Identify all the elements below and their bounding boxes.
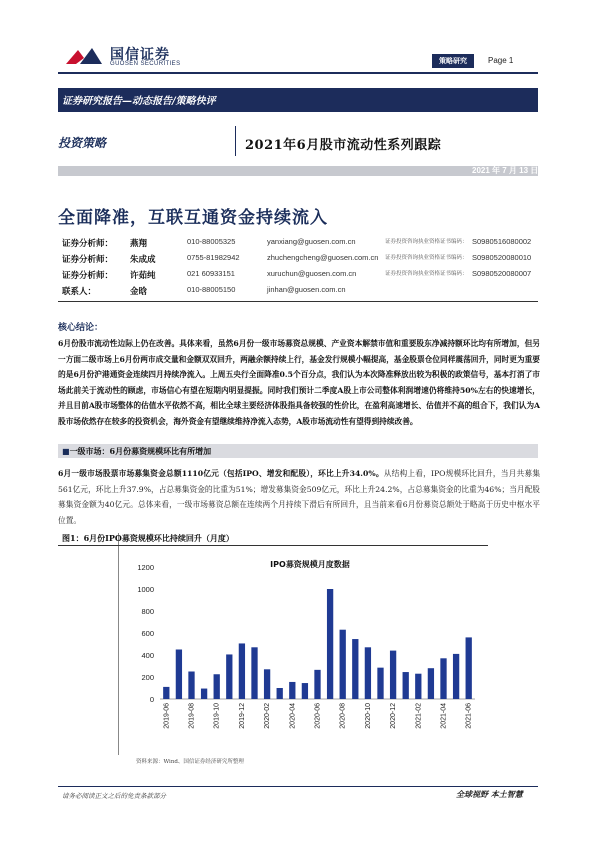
analyst-role: 证券分析师： [62, 255, 114, 265]
analyst-name: 金晗 [130, 287, 148, 297]
bar-2021-06 [466, 637, 472, 699]
date-bar [58, 166, 538, 176]
analyst-role: 联系人： [62, 287, 97, 297]
analyst-role: 证券分析师： [62, 239, 114, 249]
logo-name: 国信证券 [110, 47, 170, 63]
bar-2021-05 [453, 654, 459, 699]
y-tick-label: 600 [141, 629, 154, 638]
bar-2019-09 [201, 689, 207, 699]
bar-2019-10 [214, 674, 220, 699]
section-label: 投资策略 [58, 136, 107, 150]
y-tick-label: 400 [141, 651, 154, 660]
footer-disclaimer: 请务必阅读正文之后的免责条款部分 [62, 792, 166, 800]
x-tick-label: 2020-10 [364, 703, 372, 729]
analyst-cert-label: 证券投资咨询执业资格证书编码： [385, 271, 468, 277]
x-tick-label: 2021-02 [415, 703, 423, 729]
bar-2020-08 [340, 630, 346, 699]
analyst-phone: 010-88005325 [187, 237, 236, 246]
x-tick-label: 2021-06 [465, 703, 473, 729]
analyst-role: 证券分析师： [62, 271, 114, 281]
analyst-cert-number: S0980520080010 [472, 253, 532, 262]
analyst-phone: 021 60933151 [187, 269, 235, 278]
bar-2020-10 [365, 647, 371, 699]
bar-2020-04 [289, 682, 295, 699]
x-tick-label: 2019-06 [163, 703, 171, 729]
figure-rule [58, 545, 488, 546]
report-date: 2021 年 7 月 13 日 [472, 166, 539, 175]
bar-2019-12 [239, 643, 245, 699]
core-conclusion-label: 核心结论： [58, 323, 104, 333]
analyst-cert-label: 证券投资咨询执业资格证书编码： [385, 239, 468, 245]
bar-2019-07 [176, 650, 182, 700]
analyst-row [62, 269, 540, 285]
logo-mark [62, 44, 106, 68]
x-tick-label: 2019-10 [213, 703, 221, 729]
y-tick-label: 1200 [137, 563, 154, 572]
bar-2019-08 [188, 672, 194, 700]
analyst-cert-number: S0980516080002 [472, 237, 532, 246]
analyst-divider [58, 301, 538, 302]
y-tick-label: 800 [141, 607, 154, 616]
page-number: Page 1 [488, 56, 514, 65]
subheading: ■ 一级市场：6月份募资规模环比有所增加 [62, 446, 211, 457]
bar-2021-01 [403, 672, 409, 699]
core-conclusion-paragraph: 6月份股市流动性边际上仍在改善。具体来看，虽然6月份一级市场募资总规模、产业资本解禁市值和重要股东净减持额环比均有所增加，但另一方面二级市场上6月份两市成交量和金额双双回升，两融余额持续上行，基金发行规模小幅提高，基金股票仓位同样震荡回升，同时更为重要的是6月份沪港通资金连续四月持续净流入。上周五央行全面降准0.5个百分点，我们认为本次降准释放出较为积极的政策信号，基本打消了市场此前关于流动性的顾虑，市场信心有望在短期内明显提振。同时我们预计二季度A股上市公司整体利润增速仍将维持50%左右的快速增长，并且目前A股市场整体的估值水平依然不高，相比全球主要经济体股指具备较强的性价比，在盈利高速增长、估值并不高的组合下，我们认为A股市场依然存在较多的投资机会，海外资金有望继续维持净流入态势，A股市场流动性有望得到持续改善。 [58, 339, 540, 426]
bar-2021-04 [440, 658, 446, 699]
y-tick-label: 200 [141, 673, 154, 682]
x-tick-label: 2021-04 [440, 703, 448, 729]
chart-title: IPO募资规模月度数据 [270, 560, 350, 569]
page-title: 全面降准，互联互通资金持续流入 [58, 208, 328, 228]
y-tick-label: 0 [149, 695, 154, 704]
bar-2019-06 [163, 687, 169, 699]
analyst-email[interactable]: jinhan@guosen.com.cn [267, 285, 346, 294]
analyst-row [62, 285, 540, 301]
analyst-phone: 0755-81982942 [187, 253, 240, 262]
bar-2020-05 [302, 683, 308, 699]
analyst-email[interactable]: yanxiang@guosen.com.cn [267, 237, 356, 246]
analyst-cert-label: 证券投资咨询执业资格证书编码： [385, 255, 468, 261]
analyst-name: 朱成成 [130, 255, 156, 265]
header-rule [58, 72, 538, 74]
bar-2021-02 [415, 674, 421, 699]
footer-rule [58, 786, 538, 787]
y-tick-label: 1000 [137, 585, 154, 594]
analyst-list [62, 237, 540, 301]
bar-2020-12 [390, 651, 396, 699]
x-tick-label: 2020-02 [264, 703, 272, 729]
bar-2019-11 [226, 654, 232, 699]
section-divider [235, 126, 236, 156]
figure-source: 资料来源：Wind、国信证券经济研究所整理 [136, 759, 244, 765]
x-tick-label: 2020-08 [339, 703, 347, 729]
bar-2020-02 [264, 669, 270, 699]
bar-2020-01 [251, 647, 257, 699]
figure-title: 图1：6月份IPO募资规模环比持续回升（月度） [62, 533, 234, 543]
x-tick-label: 2020-06 [314, 703, 322, 729]
ipo-bar-chart [120, 553, 480, 753]
report-type-tag: 策略研究 [432, 54, 474, 68]
primary-market-lead: 6月一级市场股票市场募集资金总额1110亿元（包括IPO、增发和配股），环比上升34.0%。 [58, 469, 384, 478]
bar-2020-09 [352, 639, 358, 699]
bar-2021-03 [428, 668, 434, 699]
analyst-row [62, 253, 540, 269]
logo-english: GUOSEN SECURITIES [110, 61, 181, 67]
x-tick-label: 2020-04 [289, 703, 297, 729]
primary-market-paragraph [58, 466, 540, 528]
bar-2020-07 [327, 589, 333, 699]
x-tick-label: 2019-12 [238, 703, 246, 729]
analyst-cert-number: S0980520080007 [472, 269, 532, 278]
bar-2020-11 [377, 668, 383, 699]
analyst-row [62, 237, 540, 253]
analyst-email[interactable]: xuruchun@guosen.com.cn [267, 269, 357, 278]
bar-2020-03 [277, 688, 283, 699]
banner-text: 证券研究报告—动态报告/策略快评 [62, 96, 216, 107]
series-title: 2021年6月股市流动性系列跟踪 [245, 138, 442, 153]
x-tick-label: 2019-08 [188, 703, 196, 729]
analyst-phone: 010-88005150 [187, 285, 236, 294]
analyst-name: 许茹纯 [130, 271, 156, 281]
x-tick-label: 2020-12 [390, 703, 398, 729]
analyst-email[interactable]: zhuchengcheng@guosen.com.cn [267, 253, 379, 262]
footer-slogan: 全球视野 本土智慧 [456, 789, 523, 799]
primary-market-detail: 从结构上看，IPO规模环比回升，当月共募集561亿元，环比上升37.9%，占总募集资金的比重为51%；增发募集资金509亿元，环比上升24.2%，占总募集资金的比重为46%；当月配股募集资金额为40亿元。总体来看，一级市场募资总额在连续两个月持续下滑后有所回升，且当前来看6月份募资总额处于略高于历史中枢水平位置。 [58, 469, 541, 525]
bar-2020-06 [314, 670, 320, 699]
analyst-name: 燕翔 [130, 239, 148, 249]
